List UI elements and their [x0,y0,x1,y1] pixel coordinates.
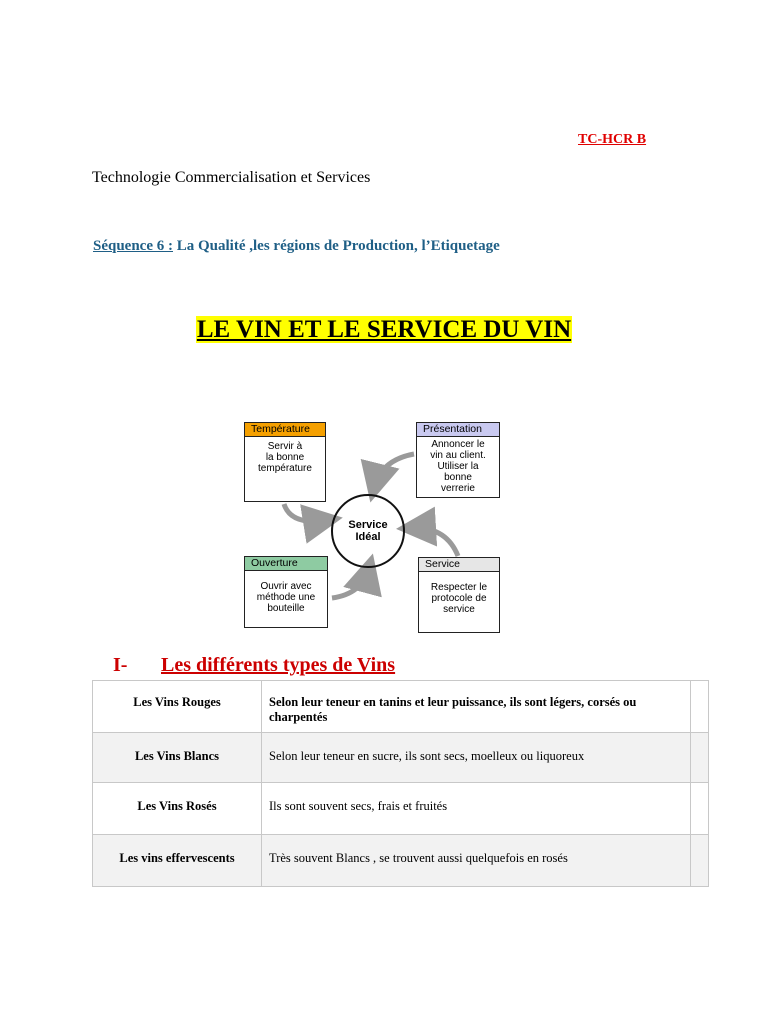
arrow-bottom-right [411,528,458,556]
box-service-header: Service [419,558,499,572]
box-line: vin au client. [430,450,486,461]
box-ouverture [244,556,328,628]
box-line: bonne [444,472,472,483]
circle-line-2: Idéal [355,531,381,543]
box-line: service [443,604,475,615]
sequence-line [93,238,500,255]
arrow-top-right [374,454,414,488]
box-line: méthode une [256,592,316,603]
empty-cell [691,733,709,783]
box-presentation [416,422,500,498]
service-ideal-circle [331,494,405,568]
table-row [93,783,709,835]
empty-cell [691,835,709,887]
wine-name: Les Vins Rouges [93,681,262,733]
table-row [93,733,709,783]
box-ouverture-header: Ouverture [245,557,327,571]
sequence-label: Séquence 6 : [93,238,173,254]
arrow-top-left [284,504,328,521]
subject-title: Technologie Commercialisation et Services [92,169,371,186]
box-line: température [258,463,312,474]
main-title [0,316,768,344]
box-line: Respecter le [430,582,488,593]
box-line: bouteille [267,603,305,614]
box-service [418,557,500,633]
wine-desc: Ils sont souvent secs, frais et fruités [262,783,691,835]
empty-cell [691,783,709,835]
wine-name: Les Vins Rosés [93,783,262,835]
box-line: la bonne [265,452,305,463]
box-line: Utiliser la [437,461,479,472]
section-number: I- [113,654,128,676]
circle-line-1: Service [348,519,388,531]
sequence-text: La Qualité ,les régions de Production, l’Etiquetage [173,238,500,254]
box-line: verrerie [441,483,475,494]
wine-name: Les vins effervescents [93,835,262,887]
empty-cell [691,681,709,733]
section-title: Les différents types de Vins [161,654,396,676]
wine-desc: Selon leur teneur en tanins et leur puissance, ils sont légers, corsés ou charpentés [262,681,691,733]
box-line: protocole de [431,593,487,604]
service-diagram [236,408,508,642]
wine-desc: Très souvent Blancs , se trouvent aussi quelquefois en rosés [262,835,691,887]
box-temperature-header: Température [245,423,325,437]
box-line: Annoncer le [431,439,485,450]
main-title-text: LE VIN ET LE SERVICE DU VIN [196,316,572,343]
box-presentation-header: Présentation [417,423,499,437]
wine-name: Les Vins Blancs [93,733,262,783]
box-temperature [244,422,326,502]
course-code: TC-HCR B [578,132,647,147]
wine-types-table [92,680,709,887]
box-line: Servir à [267,441,303,452]
arrow-bottom-left [332,568,369,598]
table-row [93,835,709,887]
section-heading [113,654,395,677]
box-line: Ouvrir avec [260,581,312,592]
table-row [93,681,709,733]
wine-desc: Selon leur teneur en sucre, ils sont secs, moelleux ou liquoreux [262,733,691,783]
